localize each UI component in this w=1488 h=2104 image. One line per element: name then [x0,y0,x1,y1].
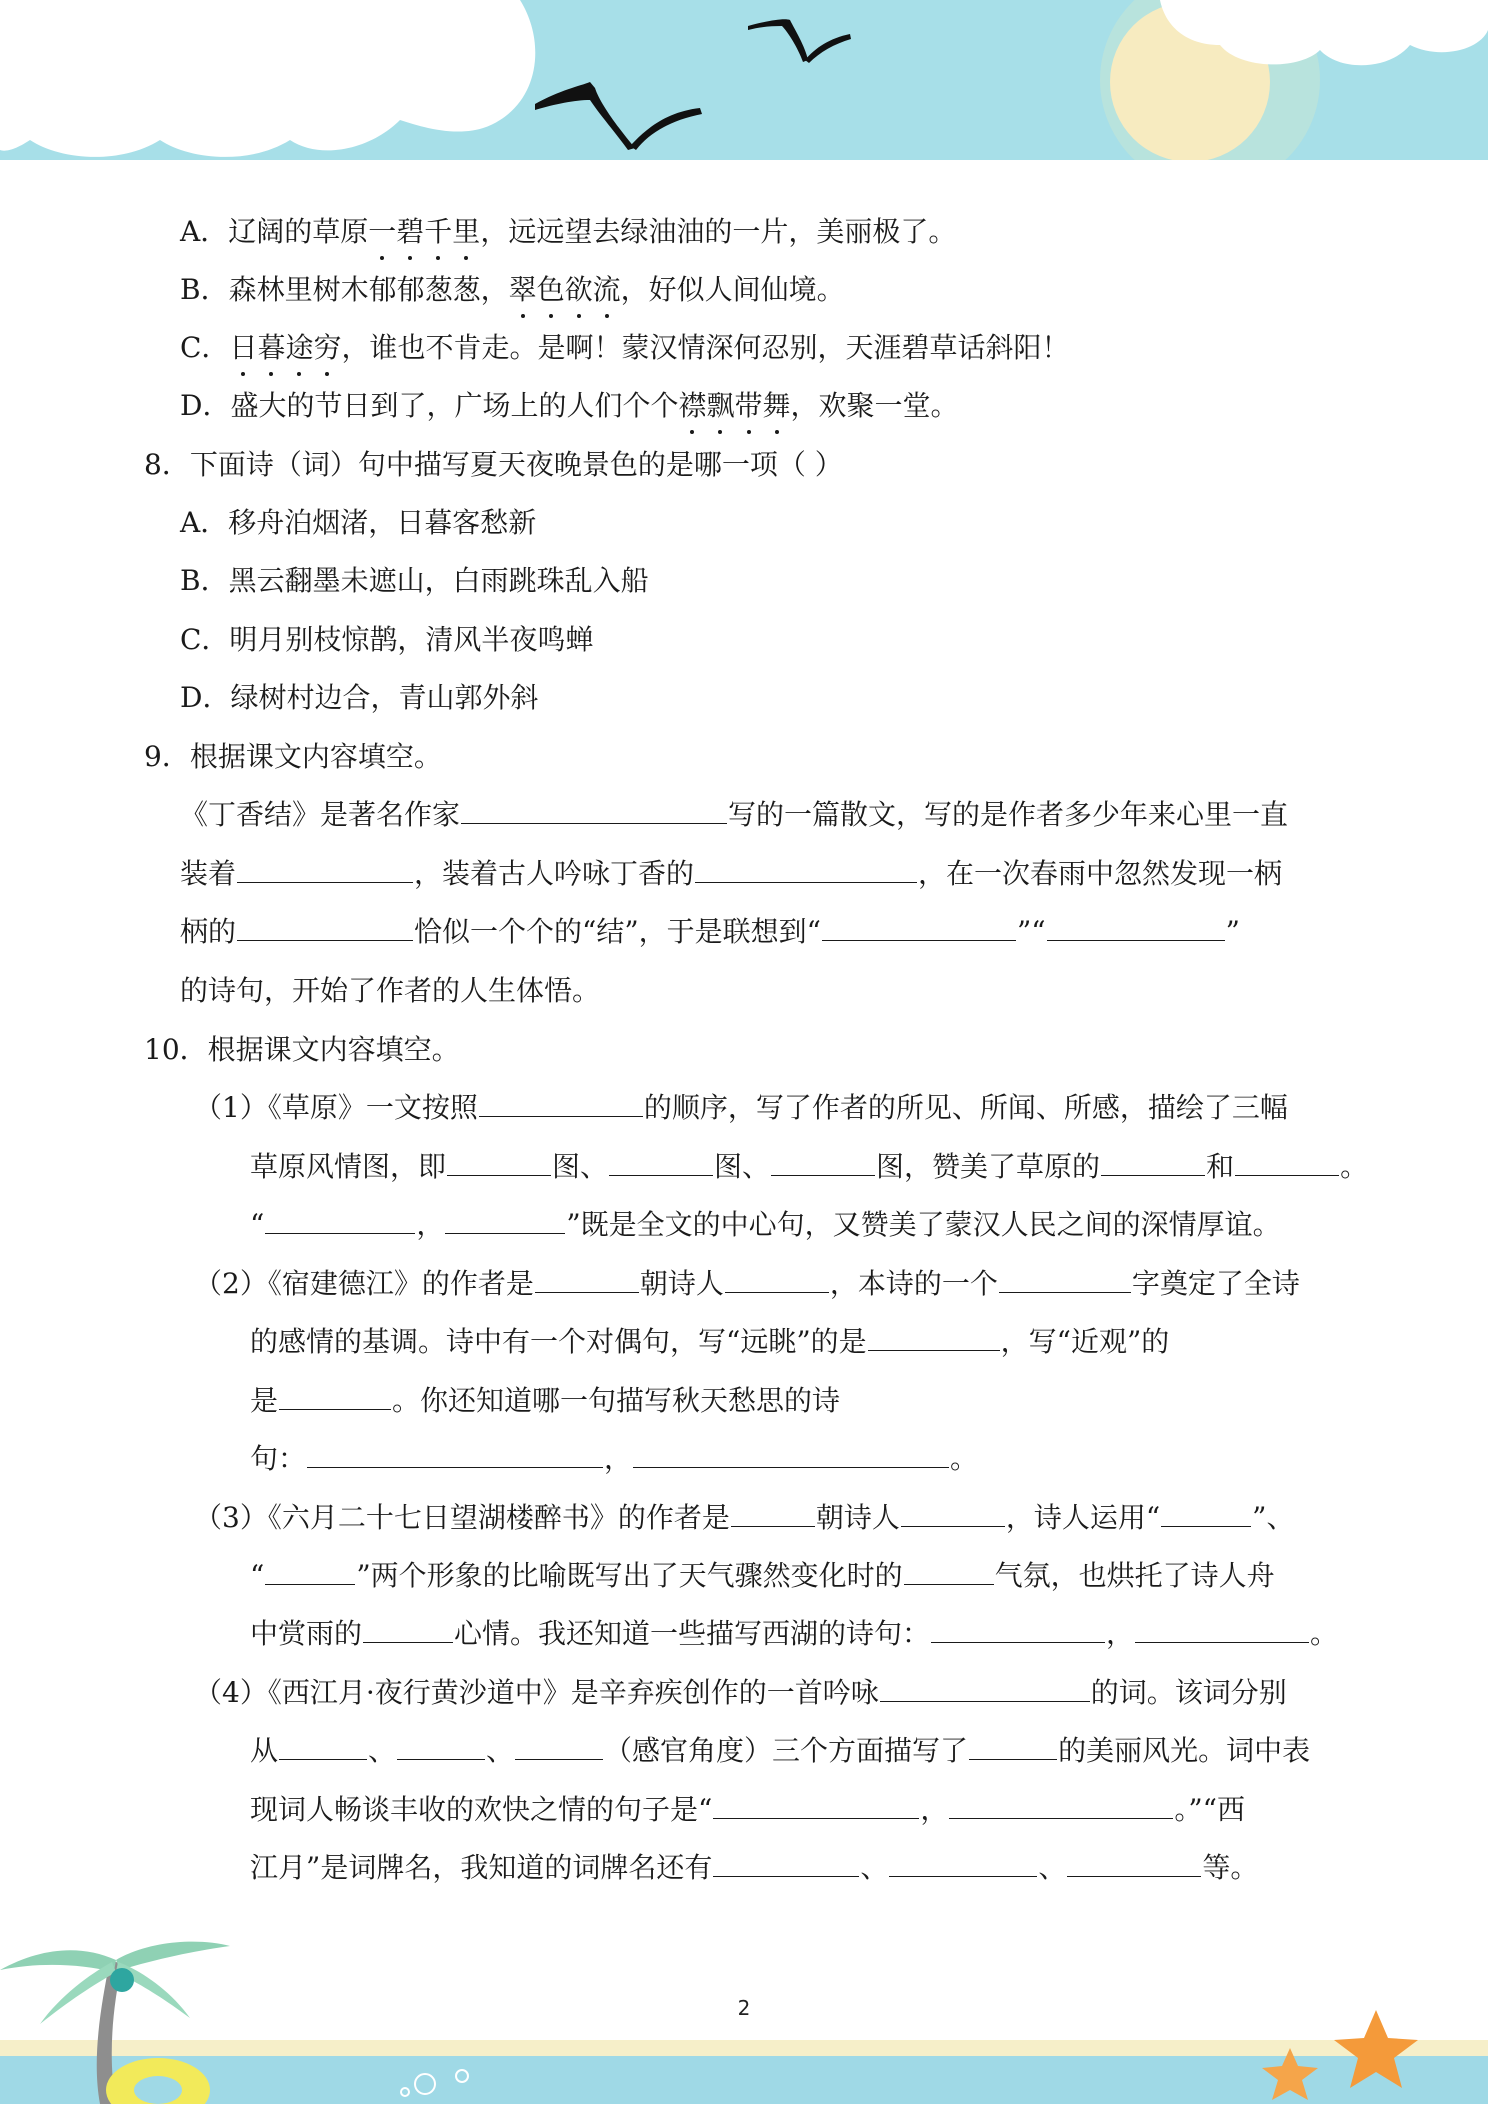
answer-blank[interactable] [771,1147,875,1176]
emphasis-char: 欲 [565,270,593,310]
page-number: 2 [737,1996,751,2020]
sky-clouds-sun-birds-icon [0,0,1488,168]
answer-blank[interactable] [447,1147,551,1176]
q9-line-2: 装着 ，装着古人吟咏丁香的 ，在一次春雨中忽然发现一柄 [180,854,1282,894]
emphasis-char: 带 [735,386,763,426]
emphasis-char: 碧 [396,212,424,252]
answer-blank[interactable] [279,1381,391,1410]
emphasis-dots [229,331,341,364]
q8-option-b: B．黑云翻墨未遮山，白雨跳珠乱入船 [180,564,649,597]
q9-line-3: 柄的 恰似一个个的“结”，于是联想到“ ”“ ” [180,912,1240,952]
q10-p2-line-2: 的感情的基调。诗中有一个对偶句，写“远眺”的是 ，写“近观”的 [250,1322,1169,1362]
answer-blank[interactable] [397,1731,485,1760]
answer-blank[interactable] [265,1556,355,1585]
answer-blank[interactable] [279,1731,367,1760]
answer-blank[interactable] [307,1439,603,1468]
q10-p1-line-3: “ ， ”既是全文的中心句，又赞美了蒙汉人民之间的深情厚谊。 [250,1205,1281,1245]
answer-blank[interactable] [725,1264,829,1293]
answer-blank[interactable] [609,1147,713,1176]
q10-p2-line-1: （2）《宿建德江》的作者是 朝诗人 ，本诗的一个 字奠定了全诗 [194,1264,1300,1304]
q9-stem: 9．根据课文内容填空。 [144,740,442,773]
answer-blank[interactable] [1067,1848,1201,1877]
answer-blank[interactable] [237,854,413,883]
answer-blank[interactable] [535,1264,639,1293]
emphasis-char: 流 [593,270,621,310]
q8-option-a: A．移舟泊烟渚，日暮客愁新 [180,506,537,539]
answer-blank[interactable] [713,1790,919,1819]
answer-blank[interactable] [461,795,727,824]
answer-blank[interactable] [479,1088,643,1117]
answer-blank[interactable] [868,1322,1000,1351]
q10-p4-line-1: （4）《西江月·夜行黄沙道中》是辛弃疾创作的一首吟咏 的词。该词分别 [194,1673,1287,1713]
q10-p1-line-2: 草原风情图，即 图、 图、 图，赞美了草原的 和 。 [250,1147,1368,1187]
q8-option-c: C．明月别枝惊鹊，清风半夜鸣蝉 [180,623,594,656]
answer-blank[interactable] [445,1205,565,1234]
answer-blank[interactable] [731,1498,815,1527]
q10-stem: 10．根据课文内容填空。 [144,1033,460,1066]
q10-p3-line-3: 中赏雨的 心情。我还知道一些描写西湖的诗句： ， 。 [250,1614,1338,1654]
q7-option-c: C．日暮途穷，谁也不肯走。是啊！蒙汉情深何忍别，天涯碧草话斜阳！ [180,328,1070,368]
answer-blank[interactable] [1161,1498,1251,1527]
q7-option-b: B．森林里树木郁郁葱葱，翠色欲流，好似人间仙境。 [180,270,845,310]
q10-p4-line-2: 从 、 、 （感官角度）三个方面描写了 的美丽风光。词中表 [250,1731,1310,1771]
answer-blank[interactable] [901,1498,1005,1527]
q10-p3-line-1: （3）《六月二十七日望湖楼醉书》的作者是 朝诗人 ，诗人运用“ ”、 [194,1498,1295,1538]
answer-blank[interactable] [695,854,917,883]
q9-line-4: 的诗句，开始了作者的人生体悟。 [180,974,601,1007]
answer-blank[interactable] [1135,1614,1309,1643]
emphasis-char: 飘 [706,386,734,426]
q10-p2-line-4: 句： ， 。 [250,1439,978,1479]
emphasis-char: 千 [424,212,452,252]
answer-blank[interactable] [1047,912,1225,941]
answer-blank[interactable] [713,1848,859,1877]
emphasis-dots [368,215,480,248]
answer-blank[interactable] [1101,1147,1205,1176]
emphasis-char: 一 [368,212,396,252]
emphasis-dots [509,273,621,306]
header-banner [0,0,1488,168]
answer-blank[interactable] [237,912,413,941]
emphasis-char: 里 [452,212,480,252]
q10-p3-line-2: “ ”两个形象的比喻既写出了天气骤然变化时的 气氛，也烘托了诗人舟 [250,1556,1275,1596]
answer-blank[interactable] [999,1264,1131,1293]
emphasis-char: 襟 [678,386,706,426]
answer-blank[interactable] [515,1731,603,1760]
answer-blank[interactable] [904,1556,994,1585]
answer-blank[interactable] [633,1439,949,1468]
q8-stem: 8．下面诗（词）句中描写夏天夜晚景色的是哪一项（ ） [144,448,843,481]
answer-blank[interactable] [969,1731,1057,1760]
answer-blank[interactable] [822,912,1016,941]
answer-blank[interactable] [363,1614,453,1643]
q10-p4-line-3: 现词人畅谈丰收的欢快之情的句子是“ ， 。”“西 [250,1790,1245,1830]
emphasis-char: 日 [229,328,257,368]
q10-p1-line-1: （1）《草原》一文按照 的顺序，写了作者的所见、所闻、所感，描绘了三幅 [194,1088,1288,1128]
answer-blank[interactable] [949,1790,1173,1819]
emphasis-char: 穷 [313,328,341,368]
q7-option-d: D．盛大的节日到了，广场上的人们个个襟飘带舞，欢聚一堂。 [180,386,959,426]
q10-p2-line-3: 是 。你还知道哪一句描写秋天愁思的诗 [250,1381,840,1421]
answer-blank[interactable] [880,1673,1090,1702]
emphasis-char: 途 [285,328,313,368]
emphasis-char: 舞 [763,386,791,426]
q10-p4-line-4: 江月”是词牌名，我知道的词牌名还有 、 、 等。 [250,1848,1258,1888]
emphasis-char: 翠 [509,270,537,310]
q7-option-a: A．辽阔的草原一碧千里，远远望去绿油油的一片，美丽极了。 [180,212,956,252]
answer-blank[interactable] [265,1205,415,1234]
q9-line-1: 《丁香结》是著名作家 写的一篇散文，写的是作者多少年来心里一直 [180,795,1288,835]
answer-blank[interactable] [889,1848,1037,1877]
answer-blank[interactable] [1235,1147,1339,1176]
emphasis-dots [678,389,790,422]
emphasis-char: 色 [537,270,565,310]
q8-option-d: D．绿树村边合，青山郭外斜 [180,681,539,714]
answer-blank[interactable] [931,1614,1105,1643]
emphasis-char: 暮 [257,328,285,368]
